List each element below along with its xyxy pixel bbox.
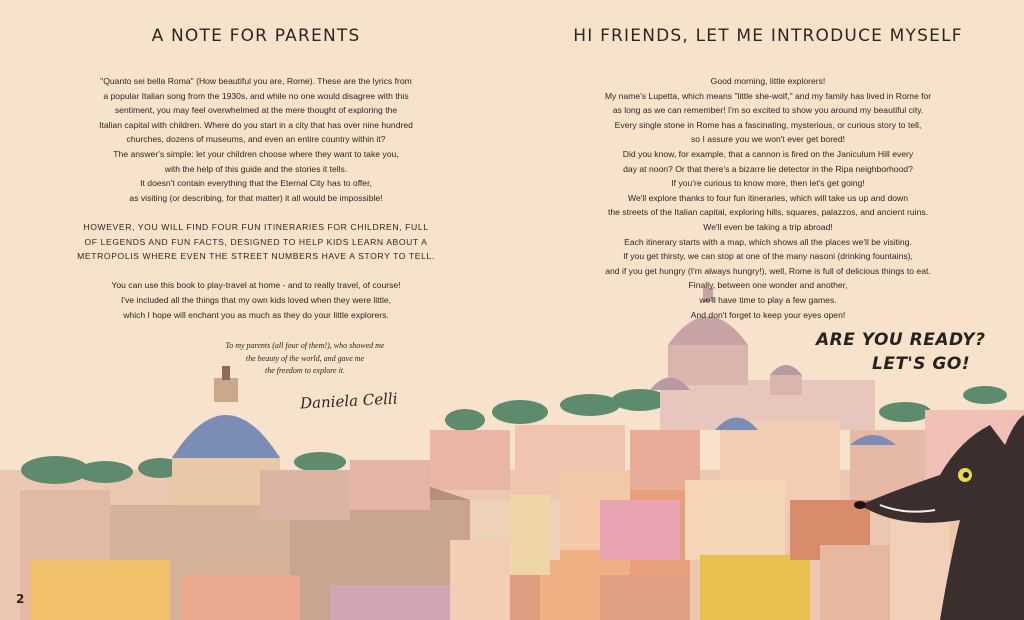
left-page-title: A NOTE FOR PARENTS: [151, 26, 361, 46]
text-line: Each itinerary starts with a map, which shows all the places we'll be visiting.: [624, 236, 912, 247]
text-line: Finally, between one wonder and another,: [688, 280, 848, 291]
intro-paragraph: [46, 74, 466, 322]
right-page: [512, 0, 1024, 620]
text-line: with the help of this guide and the stories it tells.: [164, 163, 348, 174]
text-line: METROPOLIS WHERE EVEN THE STREET NUMBERS HAVE A STORY TO TELL.: [77, 251, 435, 262]
author-signature: Daniela Celli: [299, 389, 398, 413]
text-line: We'll explore thanks to four fun itineraries, which will take us up and down: [628, 192, 908, 203]
text-line: sentiment, you may feel overwhelmed at the mere thought of exploring the: [114, 105, 398, 116]
itineraries-paragraph: [46, 220, 466, 264]
right-page-title: HI FRIENDS, LET ME INTRODUCE MYSELF: [573, 26, 963, 46]
introduction-text: [538, 74, 998, 322]
text-line: It doesn't contain everything that the Eternal City has to offer,: [140, 178, 372, 189]
text-line: a popular Italian song from the 1930s, and while no one would disagree with this: [103, 90, 409, 101]
text-line: I've included all the things that my own kids loved when they were little,: [120, 294, 392, 305]
text-line: HOWEVER, YOU WILL FIND FOUR FUN ITINERARIES FOR CHILDREN, FULL: [83, 221, 429, 232]
dedication: [210, 340, 400, 378]
text-line: The answer's simple: let your children choose where they want to take you,: [113, 148, 399, 159]
text-line: My name's Lupetta, which means "little she-wolf," and my family has lived in Rome for: [604, 90, 932, 101]
text-line: which I hope will enchant you as much as they do your little explorers.: [123, 309, 389, 320]
text-line: churches, dozens of museums, and even an entire country within it?: [126, 134, 386, 145]
text-line: You can use this book to play-travel at home - and to really travel, of course!: [111, 280, 401, 291]
lets-go-callout: LET'S GO!: [872, 354, 971, 374]
dedication-line: the freedom to explore it.: [264, 366, 346, 375]
text-line: the streets of the Italian capital, exploring hills, squares, palazzos, and ancient ruins.: [607, 207, 929, 218]
are-you-ready-callout: ARE YOU READY?: [816, 330, 986, 350]
text-line: We'll even be taking a trip abroad!: [703, 221, 833, 232]
text-line: Good morning, little explorers!: [710, 76, 826, 86]
text-line: Italian capital with children. Where do you start in a city that has over nine hundred: [99, 119, 413, 130]
text-line: we'll have time to play a few games.: [699, 294, 837, 305]
text-line: OF LEGENDS AND FUN FACTS, DESIGNED TO HELP KIDS LEARN ABOUT A: [84, 236, 428, 247]
text-line: "Quanto sei bella Roma" (How beautiful you are, Rome). These are the lyrics from: [100, 76, 412, 86]
dedication-line: the beauty of the world, and gave me: [245, 353, 365, 363]
text-line: If you get thirsty, we can stop at one of the many nasoni (drinking fountains),: [623, 251, 913, 262]
page-number: 2: [16, 592, 25, 606]
text-line: Did you know, for example, that a cannon is fired on the Janiculum Hill every: [622, 148, 914, 159]
text-line: as long as we can remember! I'm so excited to show you around my beautiful city.: [612, 105, 924, 116]
text-line: so I assure you we won't ever get bored!: [690, 134, 846, 145]
text-line: If you're curious to know more, then let's get going!: [671, 178, 865, 189]
text-line: Every single stone in Rome has a fascinating, mysterious, or curious story to tell,: [614, 119, 922, 130]
dedication-line: To my parents (all four of them!), who showed me: [225, 341, 385, 350]
text-line: and if you get hungry (I'm always hungry!), well, Rome is full of delicious things to eat.: [605, 265, 931, 276]
text-line: day at noon? Or that there's a bizarre lie detector in the Ripa neighborhood?: [623, 163, 913, 174]
text-line: And don't forget to keep your eyes open!: [690, 309, 846, 320]
text-line: as visiting (or describing, for that matter) it all would be impossible!: [129, 192, 383, 203]
